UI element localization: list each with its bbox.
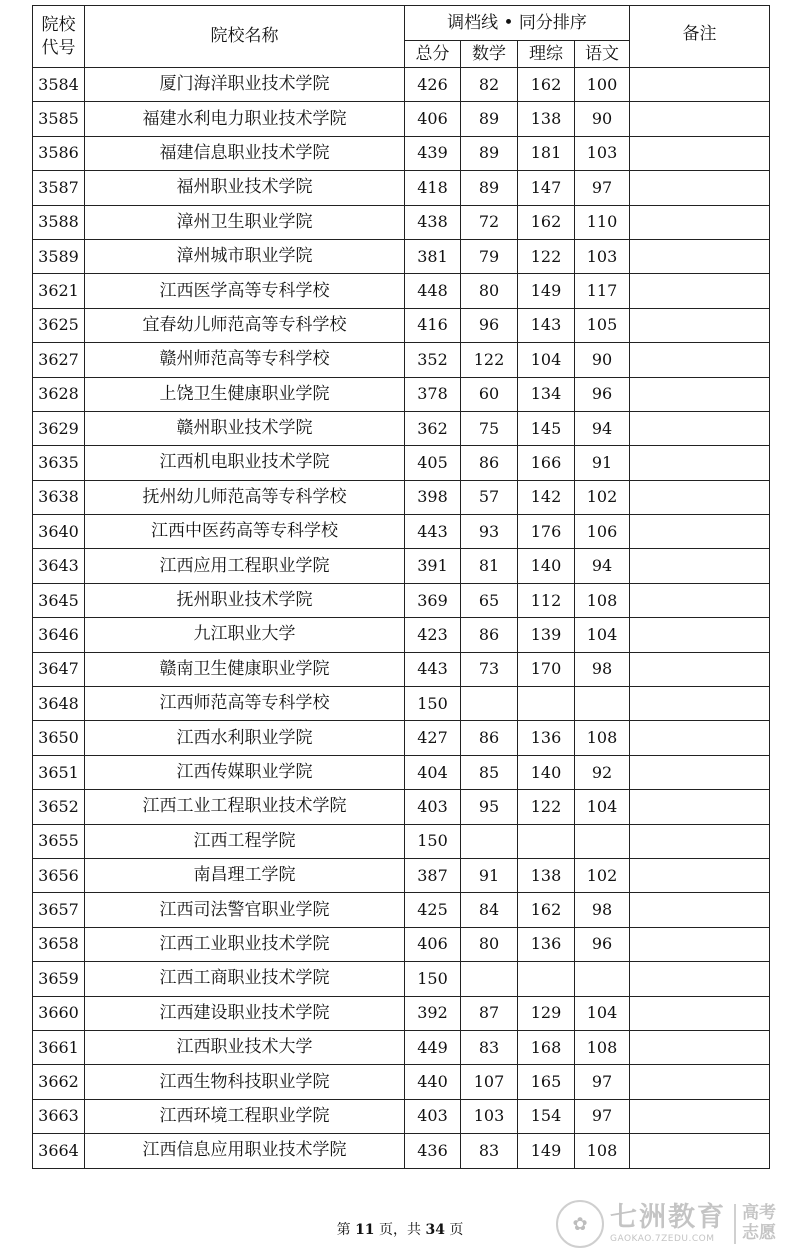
- cell-school-code: 3657: [33, 893, 85, 927]
- cell-school-code: 3655: [33, 824, 85, 858]
- cell-school-code: 3663: [33, 1099, 85, 1133]
- cell-science: 122: [518, 239, 575, 273]
- cell-school-name: 漳州城市职业学院: [85, 239, 405, 273]
- cell-total-score: 392: [405, 996, 461, 1030]
- cell-chinese: 97: [575, 1099, 630, 1133]
- cell-chinese: 106: [575, 515, 630, 549]
- brand-logo: [556, 1196, 800, 1252]
- cell-chinese: 108: [575, 583, 630, 617]
- cell-science: 162: [518, 68, 575, 102]
- cell-remarks: [630, 446, 770, 480]
- cell-school-code: 3646: [33, 618, 85, 652]
- cell-science: 162: [518, 205, 575, 239]
- table-row: [33, 652, 770, 686]
- cell-math: 82: [461, 68, 518, 102]
- table-row: [33, 583, 770, 617]
- cell-chinese: 91: [575, 446, 630, 480]
- cell-school-name: 赣州职业技术学院: [85, 411, 405, 445]
- table-row: [33, 893, 770, 927]
- cell-science: 136: [518, 721, 575, 755]
- cell-school-name: 江西职业技术大学: [85, 1030, 405, 1064]
- cell-school-name: 福建水利电力职业技术学院: [85, 102, 405, 136]
- cell-total-score: 449: [405, 1030, 461, 1064]
- cell-remarks: [630, 1099, 770, 1133]
- cell-math: 103: [461, 1099, 518, 1133]
- table-row: [33, 549, 770, 583]
- cell-chinese: 97: [575, 171, 630, 205]
- cell-science: 154: [518, 1099, 575, 1133]
- cell-remarks: [630, 480, 770, 514]
- footer-middle: 页，共: [374, 1222, 426, 1238]
- logo-side-line2: 志愿: [742, 1223, 776, 1243]
- cell-school-code: 3645: [33, 583, 85, 617]
- cell-math: 93: [461, 515, 518, 549]
- cell-science: 147: [518, 171, 575, 205]
- cell-remarks: [630, 136, 770, 170]
- cell-school-name: 江西师范高等专科学校: [85, 687, 405, 721]
- cell-chinese: 103: [575, 136, 630, 170]
- table-row: [33, 515, 770, 549]
- cell-remarks: [630, 755, 770, 789]
- table-row: [33, 824, 770, 858]
- cell-total-score: 405: [405, 446, 461, 480]
- cell-chinese: 108: [575, 721, 630, 755]
- cell-school-code: 3659: [33, 962, 85, 996]
- cell-school-name: 抚州职业技术学院: [85, 583, 405, 617]
- cell-science: [518, 962, 575, 996]
- cell-chinese: 90: [575, 102, 630, 136]
- cell-math: 84: [461, 893, 518, 927]
- cell-math: 83: [461, 1134, 518, 1168]
- cell-total-score: 403: [405, 1099, 461, 1133]
- cell-remarks: [630, 377, 770, 411]
- cell-math: 86: [461, 618, 518, 652]
- cell-school-name: 江西医学高等专科学校: [85, 274, 405, 308]
- cell-chinese: 90: [575, 343, 630, 377]
- cell-school-code: 3635: [33, 446, 85, 480]
- cell-remarks: [630, 927, 770, 961]
- table-row: [33, 274, 770, 308]
- cell-science: 122: [518, 790, 575, 824]
- cell-total-score: 391: [405, 549, 461, 583]
- cell-math: [461, 824, 518, 858]
- cell-chinese: 96: [575, 377, 630, 411]
- table-row: [33, 962, 770, 996]
- cell-science: 168: [518, 1030, 575, 1064]
- cell-total-score: 406: [405, 102, 461, 136]
- cell-science: 176: [518, 515, 575, 549]
- table-row: [33, 480, 770, 514]
- cell-school-code: 3650: [33, 721, 85, 755]
- table-row: [33, 239, 770, 273]
- cell-school-name: 赣州师范高等专科学校: [85, 343, 405, 377]
- cell-remarks: [630, 824, 770, 858]
- cell-total-score: 352: [405, 343, 461, 377]
- cell-science: 129: [518, 996, 575, 1030]
- cell-math: 80: [461, 927, 518, 961]
- header-school-name: 院校名称: [85, 6, 405, 68]
- cell-school-code: 3621: [33, 274, 85, 308]
- header-school-code: [33, 6, 85, 68]
- cell-science: 165: [518, 1065, 575, 1099]
- cell-school-code: 3589: [33, 239, 85, 273]
- cell-chinese: [575, 962, 630, 996]
- cell-school-code: 3658: [33, 927, 85, 961]
- cell-school-name: 漳州卫生职业学院: [85, 205, 405, 239]
- cell-remarks: [630, 996, 770, 1030]
- table-row: [33, 343, 770, 377]
- cell-chinese: 92: [575, 755, 630, 789]
- cell-chinese: 110: [575, 205, 630, 239]
- cell-math: 72: [461, 205, 518, 239]
- admission-score-table: [32, 5, 770, 1169]
- table-header: [33, 6, 770, 68]
- cell-remarks: [630, 274, 770, 308]
- cell-school-code: 3662: [33, 1065, 85, 1099]
- cell-total-score: 404: [405, 755, 461, 789]
- cell-school-name: 上饶卫生健康职业学院: [85, 377, 405, 411]
- cell-remarks: [630, 549, 770, 583]
- header-score-group: 调档线 • 同分排序: [405, 6, 630, 41]
- table-row: [33, 411, 770, 445]
- cell-school-name: 江西环境工程职业学院: [85, 1099, 405, 1133]
- cell-math: 95: [461, 790, 518, 824]
- header-total-score: 总分: [405, 41, 461, 68]
- cell-school-name: 福建信息职业技术学院: [85, 136, 405, 170]
- cell-total-score: 378: [405, 377, 461, 411]
- cell-remarks: [630, 962, 770, 996]
- cell-remarks: [630, 652, 770, 686]
- cell-school-code: 3648: [33, 687, 85, 721]
- header-science: 理综: [518, 41, 575, 68]
- cell-chinese: 97: [575, 1065, 630, 1099]
- cell-chinese: [575, 687, 630, 721]
- cell-remarks: [630, 1030, 770, 1064]
- table-row: [33, 927, 770, 961]
- cell-remarks: [630, 515, 770, 549]
- cell-total-score: 426: [405, 68, 461, 102]
- table-row: [33, 377, 770, 411]
- cell-remarks: [630, 102, 770, 136]
- table-row: [33, 1065, 770, 1099]
- header-math: 数学: [461, 41, 518, 68]
- cell-school-name: 江西司法警官职业学院: [85, 893, 405, 927]
- cell-science: 104: [518, 343, 575, 377]
- cell-total-score: 416: [405, 308, 461, 342]
- cell-school-code: 3640: [33, 515, 85, 549]
- cell-school-name: 江西建设职业技术学院: [85, 996, 405, 1030]
- cell-total-score: 418: [405, 171, 461, 205]
- cell-total-score: 438: [405, 205, 461, 239]
- table-row: [33, 1134, 770, 1168]
- table-row: [33, 446, 770, 480]
- table-row: [33, 996, 770, 1030]
- cell-total-score: 369: [405, 583, 461, 617]
- cell-total-score: 150: [405, 824, 461, 858]
- header-chinese: 语文: [575, 41, 630, 68]
- table-row: [33, 102, 770, 136]
- cell-remarks: [630, 205, 770, 239]
- header-school-code-line2: 代号: [41, 37, 76, 58]
- cell-math: 89: [461, 171, 518, 205]
- cell-math: 65: [461, 583, 518, 617]
- cell-math: 81: [461, 549, 518, 583]
- cell-chinese: 98: [575, 893, 630, 927]
- cell-remarks: [630, 893, 770, 927]
- cell-school-code: 3587: [33, 171, 85, 205]
- cell-science: 140: [518, 755, 575, 789]
- logo-side-line1: 高考: [742, 1203, 776, 1224]
- cell-school-name: 江西工业职业技术学院: [85, 927, 405, 961]
- cell-school-name: 福州职业技术学院: [85, 171, 405, 205]
- cell-science: [518, 824, 575, 858]
- cell-total-score: 406: [405, 927, 461, 961]
- table-row: [33, 308, 770, 342]
- cell-school-name: 江西水利职业学院: [85, 721, 405, 755]
- cell-total-score: 362: [405, 411, 461, 445]
- cell-total-score: 440: [405, 1065, 461, 1099]
- cell-school-name: 江西中医药高等专科学校: [85, 515, 405, 549]
- cell-remarks: [630, 411, 770, 445]
- table-row: [33, 205, 770, 239]
- cell-school-code: 3643: [33, 549, 85, 583]
- cell-math: [461, 962, 518, 996]
- table-row: [33, 790, 770, 824]
- table-row: [33, 1099, 770, 1133]
- cell-science: 170: [518, 652, 575, 686]
- cell-school-code: 3585: [33, 102, 85, 136]
- cell-school-name: 南昌理工学院: [85, 858, 405, 892]
- cell-school-name: 江西信息应用职业技术学院: [85, 1134, 405, 1168]
- cell-chinese: 105: [575, 308, 630, 342]
- cell-chinese: 104: [575, 790, 630, 824]
- cell-chinese: 108: [575, 1134, 630, 1168]
- cell-science: 149: [518, 274, 575, 308]
- cell-science: 138: [518, 102, 575, 136]
- cell-remarks: [630, 858, 770, 892]
- cell-math: 86: [461, 446, 518, 480]
- cell-remarks: [630, 618, 770, 652]
- cell-math: 83: [461, 1030, 518, 1064]
- cell-school-code: 3584: [33, 68, 85, 102]
- cell-total-score: 398: [405, 480, 461, 514]
- cell-total-score: 443: [405, 652, 461, 686]
- cell-total-score: 427: [405, 721, 461, 755]
- cell-math: 60: [461, 377, 518, 411]
- cell-school-code: 3638: [33, 480, 85, 514]
- cell-math: 79: [461, 239, 518, 273]
- cell-remarks: [630, 583, 770, 617]
- cell-school-name: 江西工商职业技术学院: [85, 962, 405, 996]
- cell-chinese: 102: [575, 480, 630, 514]
- cell-school-code: 3629: [33, 411, 85, 445]
- cell-math: 96: [461, 308, 518, 342]
- cell-science: 145: [518, 411, 575, 445]
- cell-remarks: [630, 343, 770, 377]
- cell-remarks: [630, 239, 770, 273]
- cell-school-name: 抚州幼儿师范高等专科学校: [85, 480, 405, 514]
- cell-remarks: [630, 790, 770, 824]
- cell-total-score: 150: [405, 687, 461, 721]
- cell-math: 73: [461, 652, 518, 686]
- cell-chinese: 117: [575, 274, 630, 308]
- cell-science: 142: [518, 480, 575, 514]
- cell-total-score: 403: [405, 790, 461, 824]
- cell-remarks: [630, 171, 770, 205]
- cell-science: 162: [518, 893, 575, 927]
- cell-total-score: 436: [405, 1134, 461, 1168]
- cell-remarks: [630, 721, 770, 755]
- cell-chinese: 102: [575, 858, 630, 892]
- cell-science: [518, 687, 575, 721]
- cell-school-code: 3586: [33, 136, 85, 170]
- table-row: [33, 68, 770, 102]
- cell-remarks: [630, 68, 770, 102]
- cell-chinese: 94: [575, 549, 630, 583]
- cell-math: 107: [461, 1065, 518, 1099]
- cell-total-score: 150: [405, 962, 461, 996]
- cell-math: 86: [461, 721, 518, 755]
- header-remarks: 备注: [630, 6, 770, 68]
- logo-url-text: GAOKAO.7ZEDU.COM: [610, 1234, 715, 1244]
- cell-chinese: [575, 824, 630, 858]
- table-body: [33, 68, 770, 1169]
- cell-total-score: 443: [405, 515, 461, 549]
- cell-math: 80: [461, 274, 518, 308]
- cell-total-score: 448: [405, 274, 461, 308]
- cell-school-name: 厦门海洋职业技术学院: [85, 68, 405, 102]
- cell-total-score: 387: [405, 858, 461, 892]
- cell-science: 134: [518, 377, 575, 411]
- cell-school-name: 江西机电职业技术学院: [85, 446, 405, 480]
- cell-math: 89: [461, 136, 518, 170]
- cell-remarks: [630, 308, 770, 342]
- header-school-code-line1: 院校: [41, 14, 76, 35]
- cell-school-code: 3660: [33, 996, 85, 1030]
- cell-school-code: 3628: [33, 377, 85, 411]
- cell-chinese: 108: [575, 1030, 630, 1064]
- cell-remarks: [630, 1134, 770, 1168]
- cell-chinese: 103: [575, 239, 630, 273]
- cell-total-score: 439: [405, 136, 461, 170]
- cell-school-name: 江西生物科技职业学院: [85, 1065, 405, 1099]
- cell-total-score: 381: [405, 239, 461, 273]
- table-row: [33, 755, 770, 789]
- cell-math: 57: [461, 480, 518, 514]
- footer-total-pages: 34: [425, 1222, 445, 1238]
- cell-science: 140: [518, 549, 575, 583]
- cell-school-code: 3651: [33, 755, 85, 789]
- logo-text-block: [610, 1204, 726, 1244]
- cell-science: 139: [518, 618, 575, 652]
- cell-school-code: 3661: [33, 1030, 85, 1064]
- cell-math: 87: [461, 996, 518, 1030]
- cell-school-code: 3664: [33, 1134, 85, 1168]
- cell-chinese: 96: [575, 927, 630, 961]
- footer-prefix: 第: [336, 1222, 356, 1238]
- cell-science: 112: [518, 583, 575, 617]
- cell-chinese: 100: [575, 68, 630, 102]
- cell-school-name: 宜春幼儿师范高等专科学校: [85, 308, 405, 342]
- seal-emblem-icon: ✿: [556, 1200, 604, 1248]
- cell-math: 122: [461, 343, 518, 377]
- cell-school-name: 江西传媒职业学院: [85, 755, 405, 789]
- cell-school-code: 3627: [33, 343, 85, 377]
- cell-math: 85: [461, 755, 518, 789]
- cell-school-name: 九江职业大学: [85, 618, 405, 652]
- cell-math: 89: [461, 102, 518, 136]
- cell-science: 149: [518, 1134, 575, 1168]
- cell-science: 136: [518, 927, 575, 961]
- logo-main-text: 七洲教育: [610, 1202, 726, 1233]
- cell-science: 143: [518, 308, 575, 342]
- cell-school-name: 赣南卫生健康职业学院: [85, 652, 405, 686]
- cell-total-score: 423: [405, 618, 461, 652]
- table-row: [33, 136, 770, 170]
- table-row: [33, 687, 770, 721]
- cell-math: 75: [461, 411, 518, 445]
- cell-math: 91: [461, 858, 518, 892]
- table-row: [33, 618, 770, 652]
- table-row: [33, 1030, 770, 1064]
- cell-school-code: 3652: [33, 790, 85, 824]
- table-row: [33, 858, 770, 892]
- footer-suffix: 页: [444, 1222, 464, 1238]
- cell-chinese: 98: [575, 652, 630, 686]
- cell-school-name: 江西工业工程职业技术学院: [85, 790, 405, 824]
- cell-school-code: 3625: [33, 308, 85, 342]
- cell-science: 138: [518, 858, 575, 892]
- cell-school-code: 3647: [33, 652, 85, 686]
- cell-chinese: 104: [575, 996, 630, 1030]
- cell-remarks: [630, 1065, 770, 1099]
- cell-chinese: 94: [575, 411, 630, 445]
- cell-school-code: 3588: [33, 205, 85, 239]
- cell-total-score: 425: [405, 893, 461, 927]
- footer-page-number: 11: [355, 1222, 375, 1238]
- cell-science: 166: [518, 446, 575, 480]
- table-row: [33, 171, 770, 205]
- logo-side-text: [734, 1204, 776, 1243]
- table-row: [33, 721, 770, 755]
- cell-science: 181: [518, 136, 575, 170]
- cell-chinese: 104: [575, 618, 630, 652]
- cell-school-name: 江西工程学院: [85, 824, 405, 858]
- cell-school-code: 3656: [33, 858, 85, 892]
- cell-school-name: 江西应用工程职业学院: [85, 549, 405, 583]
- cell-remarks: [630, 687, 770, 721]
- cell-math: [461, 687, 518, 721]
